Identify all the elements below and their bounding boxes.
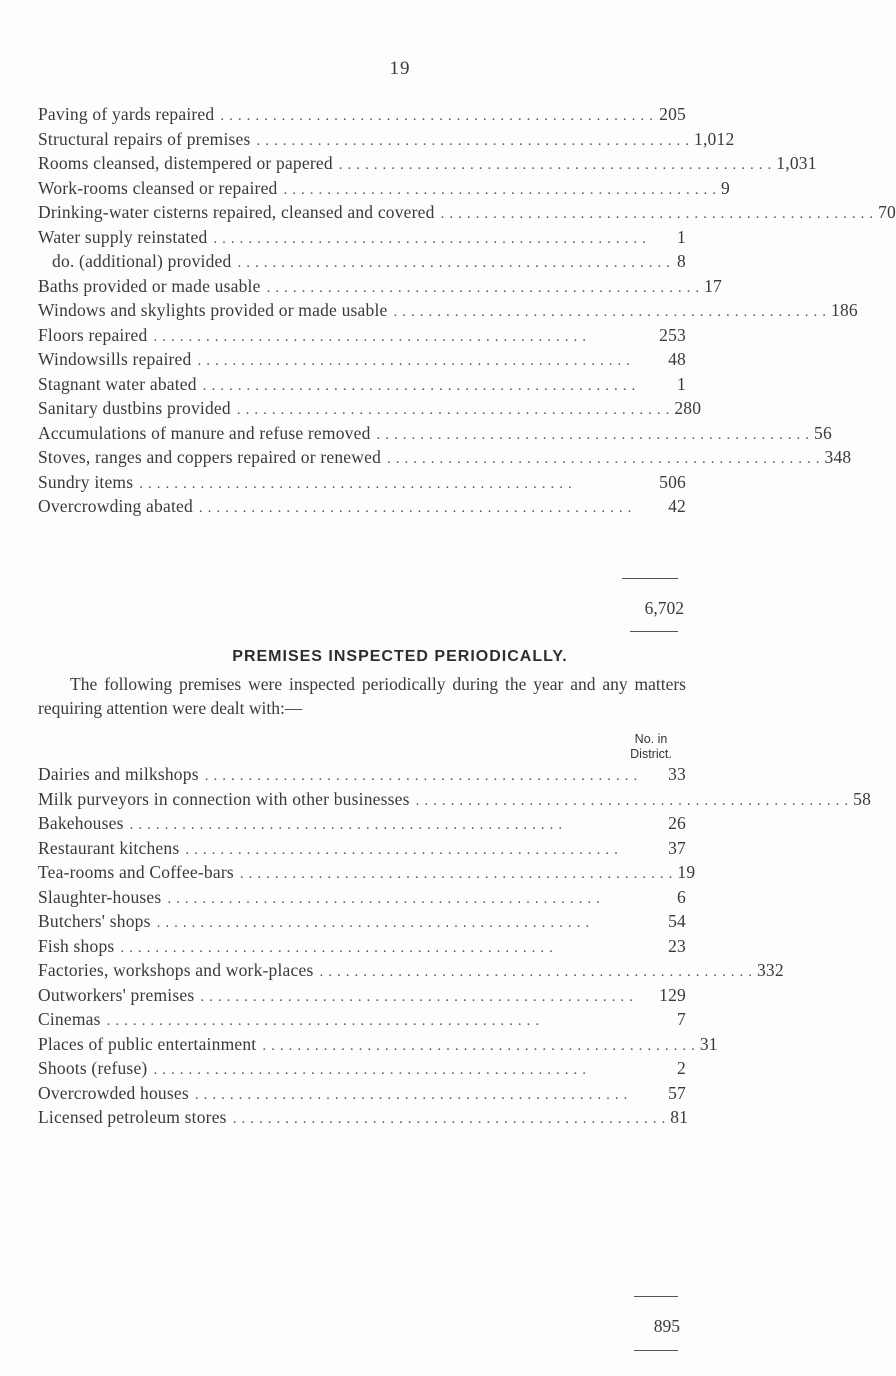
row-label: Work-rooms cleansed or repaired	[38, 177, 278, 198]
row-value: 33	[668, 764, 686, 784]
column-header-line2: District.	[630, 747, 672, 761]
row-value: 253	[659, 324, 686, 345]
row-value: 54	[668, 911, 686, 931]
work-done-total: 6,702	[644, 598, 684, 618]
table-row: Overcrowding abated .................................................. 42	[38, 496, 686, 516]
table-row: Dairies and milkshops .................................................. 33	[38, 764, 686, 784]
table-row: Accumulations of manure and refuse removed .................................................. 56	[38, 422, 832, 443]
table-row: Stoves, ranges and coppers repaired or renewed .................................................. 348	[38, 447, 852, 467]
table-row: Stagnant water abated .................................................. 1	[38, 373, 686, 394]
row-label: Places of public entertainment	[38, 1033, 257, 1054]
row-value: 8	[677, 251, 686, 271]
row-value: 57	[668, 1082, 686, 1103]
row-label: Bakehouses	[38, 813, 124, 833]
table-row: Outworkers' premises .................................................. 129	[38, 984, 686, 1005]
column-header	[606, 732, 696, 762]
row-value: 1,012	[694, 128, 735, 149]
row-label: Windowsills repaired	[38, 349, 192, 369]
table-row: Baths provided or made usable .................................................. 17	[38, 275, 722, 296]
table-row: Milk purveyors in connection with other businesses .................................................. 58	[38, 788, 872, 809]
row-value: 42	[668, 496, 686, 516]
table-row: do. (additional) provided .................................................. 8	[38, 251, 686, 276]
table-row: Work-rooms cleansed or repaired .................................................. 9	[38, 177, 730, 198]
row-label: Dairies and milkshops	[38, 764, 199, 784]
row-value: 2	[677, 1058, 686, 1078]
table-row: Sundry items .................................................. 506	[38, 471, 686, 492]
row-value: 348	[824, 447, 852, 467]
row-value: 1	[677, 373, 686, 394]
row-label: Stagnant water abated	[38, 373, 197, 394]
table-row: Bakehouses .................................................. 26	[38, 813, 686, 833]
table-row: Structural repairs of premises .................................................. 1,012	[38, 128, 735, 149]
row-label: Butchers' shops	[38, 911, 151, 931]
row-value: 280	[674, 398, 702, 418]
table-row: Places of public entertainment .................................................. 31	[38, 1033, 718, 1054]
table-row: Overcrowded houses .................................................. 57	[38, 1082, 686, 1103]
row-label: Sanitary dustbins provided	[38, 398, 231, 418]
row-value: 129	[659, 984, 686, 1005]
row-label: Structural repairs of premises	[38, 128, 251, 149]
row-value: 7	[677, 1009, 686, 1029]
table-row: Restaurant kitchens .................................................. 37	[38, 837, 686, 858]
row-value: 48	[668, 349, 686, 369]
table-row: Slaughter-houses .................................................. 6	[38, 886, 686, 907]
row-label: Restaurant kitchens	[38, 837, 180, 858]
row-value: 1,031	[776, 153, 817, 173]
table-row: Licensed petroleum stores .................................................. 81	[38, 1107, 689, 1127]
row-label: Milk purveyors in connection with other businesses	[38, 788, 410, 809]
premises-total-rule-bottom	[634, 1350, 678, 1351]
row-value: 56	[814, 422, 832, 443]
row-value: 26	[668, 813, 686, 833]
row-value: 332	[756, 960, 784, 980]
row-value: 81	[670, 1107, 689, 1127]
table-row: Windowsills repaired .................................................. 48	[38, 349, 686, 369]
row-label: Rooms cleansed, distempered or papered	[38, 153, 333, 173]
table-row: Shoots (refuse) .................................................. 2	[38, 1058, 686, 1078]
row-label: Tea-rooms and Coffee-bars	[38, 862, 234, 882]
row-label: Fish shops	[38, 935, 115, 956]
row-label: Outworkers' premises	[38, 984, 195, 1005]
row-label: do. (additional) provided	[52, 251, 232, 271]
row-value: 506	[659, 471, 686, 492]
table-row: Paving of yards repaired .................................................. 205	[38, 104, 686, 124]
row-value: 9	[721, 177, 730, 198]
row-label: Stoves, ranges and coppers repaired or renewed	[38, 447, 382, 467]
row-value: 23	[668, 935, 686, 956]
row-value: 31	[699, 1033, 718, 1054]
row-label: Sundry items	[38, 471, 134, 492]
work-done-table	[38, 104, 896, 521]
row-label: Baths provided or made usable	[38, 275, 261, 296]
total-rule-bottom	[630, 631, 678, 632]
table-row: Drinking-water cisterns repaired, cleansed and covered .................................................. 70	[38, 202, 896, 222]
row-label: Paving of yards repaired	[38, 104, 215, 124]
row-value: 1	[677, 226, 686, 247]
row-label: Windows and skylights provided or made usable	[38, 300, 388, 320]
page-number: 19	[389, 58, 411, 79]
row-value: 205	[659, 104, 686, 124]
column-header-line1: No. in	[634, 732, 668, 746]
table-row: Water supply reinstated .................................................. 1	[38, 226, 686, 247]
row-label: Factories, workshops and work-places	[38, 960, 314, 980]
row-label: Licensed petroleum stores	[38, 1107, 227, 1127]
table-row: Butchers' shops .................................................. 54	[38, 911, 686, 931]
row-label: Floors repaired	[38, 324, 148, 345]
row-value: 37	[668, 837, 686, 858]
row-value: 70	[878, 202, 896, 222]
table-row: Cinemas .................................................. 7	[38, 1009, 686, 1029]
table-row: Rooms cleansed, distempered or papered .................................................. 1,031	[38, 153, 817, 173]
premises-total-rule-top	[634, 1296, 678, 1297]
intro-paragraph: The following premises were inspected periodically during the year and any matters requiring attention were dealt with:—	[38, 674, 686, 718]
table-row: Sanitary dustbins provided .................................................. 280	[38, 398, 702, 418]
row-label: Slaughter-houses	[38, 886, 162, 907]
premises-total: 895	[653, 1316, 680, 1336]
row-value: 19	[677, 862, 696, 882]
row-label: Shoots (refuse)	[38, 1058, 148, 1078]
table-row: Fish shops .................................................. 23	[38, 935, 686, 956]
row-label: Overcrowding abated	[38, 496, 193, 516]
row-value: 17	[704, 275, 722, 296]
table-row: Floors repaired .................................................. 253	[38, 324, 686, 345]
total-rule-top	[622, 578, 678, 579]
premises-table	[38, 764, 872, 1132]
row-value: 6	[677, 886, 686, 907]
table-row: Factories, workshops and work-places .................................................. 332	[38, 960, 784, 980]
row-label: Overcrowded houses	[38, 1082, 189, 1103]
table-row: Tea-rooms and Coffee-bars .................................................. 19	[38, 862, 696, 882]
table-row: Windows and skylights provided or made usable .................................................. 186	[38, 300, 858, 320]
row-label: Cinemas	[38, 1009, 101, 1029]
row-label: Drinking-water cisterns repaired, cleansed and covered	[38, 202, 435, 222]
row-value: 58	[853, 788, 872, 809]
section-title: PREMISES INSPECTED PERIODICALLY.	[232, 648, 568, 665]
row-value: 186	[831, 300, 858, 320]
row-label: Water supply reinstated	[38, 226, 208, 247]
row-label: Accumulations of manure and refuse removed	[38, 422, 371, 443]
